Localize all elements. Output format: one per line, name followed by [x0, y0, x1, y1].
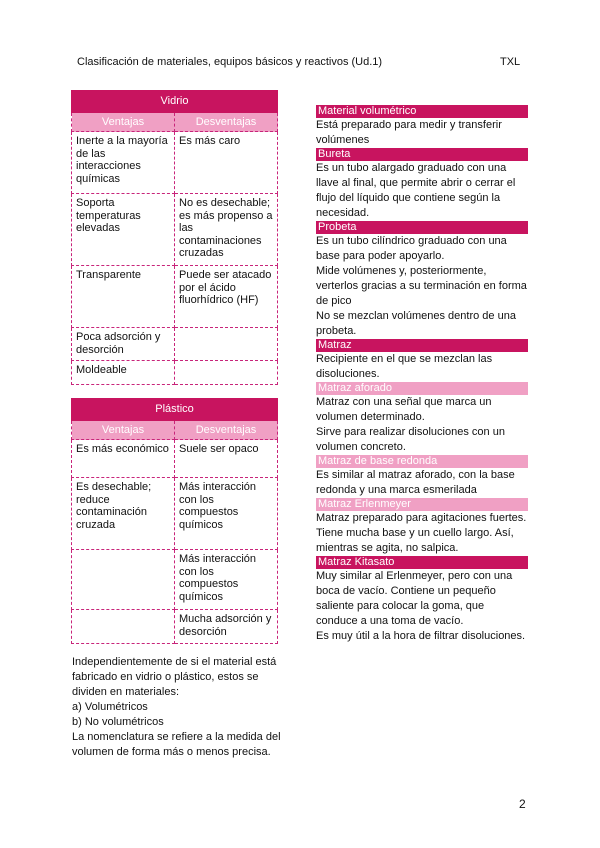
glass-table [71, 90, 278, 385]
section-heading: Bureta [316, 148, 528, 161]
plastic-table [71, 398, 278, 644]
table-cell: Suele ser opaco [175, 440, 278, 478]
volumetric-materials-column [316, 105, 528, 644]
plastic-advantages-header: Ventajas [72, 420, 175, 440]
table-cell: Transparente [72, 266, 175, 328]
section-heading: Matraz Erlenmeyer [316, 498, 528, 511]
table-cell: Mucha adsorción y desorción [175, 610, 278, 644]
paragraph: La nomenclatura se refiere a la medida del volumen de forma más o menos precisa. [72, 731, 281, 758]
glass-disadvantages-header: Desventajas [175, 112, 278, 132]
section-text: Mide volúmenes y, posteriormente, verterlos gracias a su terminación en forma de pico [316, 265, 527, 307]
section-text: Es un tubo cilíndrico graduado con una base para poder apoyarlo. [316, 235, 507, 262]
section-text: No se mezclan volúmenes dentro de una probeta. [316, 310, 516, 337]
section-text: Recipiente en el que se mezclan las disoluciones. [316, 353, 493, 380]
section-text: Sirve para realizar disoluciones con un volumen concreto. [316, 426, 505, 453]
table-cell: Es más caro [175, 132, 278, 194]
table-row [72, 610, 278, 644]
section-heading: Matraz Kitasato [316, 556, 528, 569]
table-cell: Es desechable; reduce contaminación cruzada [72, 478, 175, 550]
section-text: Está preparado para medir y transferir volúmenes [316, 119, 502, 146]
section-text: Matraz preparado para agitaciones fuertes. [316, 512, 527, 524]
page-number: 2 [519, 797, 526, 811]
table-row [72, 478, 278, 550]
section-heading: Material volumétrico [316, 105, 528, 118]
table-row [72, 266, 278, 328]
section-text: Es muy útil a la hora de filtrar disoluciones. [316, 630, 526, 642]
section-text: Tiene mucha base y un cuello largo. Así, mientras se agita, no salpica. [316, 527, 514, 554]
table-cell [175, 361, 278, 385]
table-row [72, 550, 278, 610]
materials-classification-text [72, 655, 282, 760]
list-item: a) Volumétricos [72, 701, 148, 713]
glass-table-title: Vidrio [72, 91, 278, 113]
plastic-disadvantages-header: Desventajas [175, 420, 278, 440]
table-cell: Más interacción con los compuestos químicos [175, 550, 278, 610]
table-cell: Poca adsorción y desorción [72, 328, 175, 361]
section-text: Es similar al matraz aforado, con la base redonda y una marca esmerilada [316, 469, 515, 496]
section-text: Muy similar al Erlenmeyer, pero con una boca de vacío. Contiene un pequeño saliente para colocar la goma, que conduce a una toma de vacío. [316, 570, 513, 627]
table-cell: Inerte a la mayoría de las interacciones químicas [72, 132, 175, 194]
glass-advantages-header: Ventajas [72, 112, 175, 132]
table-cell: Más interacción con los compuestos químicos [175, 478, 278, 550]
table-row [72, 132, 278, 194]
section-text: Matraz con una señal que marca un volumen determinado. [316, 396, 492, 423]
table-cell: Puede ser atacado por el ácido fluorhídrico (HF) [175, 266, 278, 328]
table-cell: Moldeable [72, 361, 175, 385]
table-cell: Soporta temperaturas elevadas [72, 194, 175, 266]
section-heading: Matraz de base redonda [316, 455, 528, 468]
paragraph: Independientemente de si el material está fabricado en vidrio o plástico, estos se dividen en materiales: [72, 656, 277, 698]
document-title: Clasificación de materiales, equipos básicos y reactivos (Ud.1) [77, 56, 383, 68]
table-row [72, 328, 278, 361]
table-row [72, 440, 278, 478]
table-cell: No es desechable; es más propenso a las contaminaciones cruzadas [175, 194, 278, 266]
section-heading: Matraz [316, 339, 528, 352]
section-heading: Matraz aforado [316, 382, 528, 395]
table-cell: Es más económico [72, 440, 175, 478]
author-initials: TXL [500, 56, 521, 68]
table-cell [72, 550, 175, 610]
list-item: b) No volumétricos [72, 716, 164, 728]
table-cell [175, 328, 278, 361]
plastic-table-title: Plástico [72, 399, 278, 421]
table-row [72, 361, 278, 385]
table-cell [72, 610, 175, 644]
table-row [72, 194, 278, 266]
section-heading: Probeta [316, 221, 528, 234]
section-text: Es un tubo alargado graduado con una llave al final, que permite abrir o cerrar el flujo del líquido que contiene según la necesidad. [316, 162, 516, 219]
